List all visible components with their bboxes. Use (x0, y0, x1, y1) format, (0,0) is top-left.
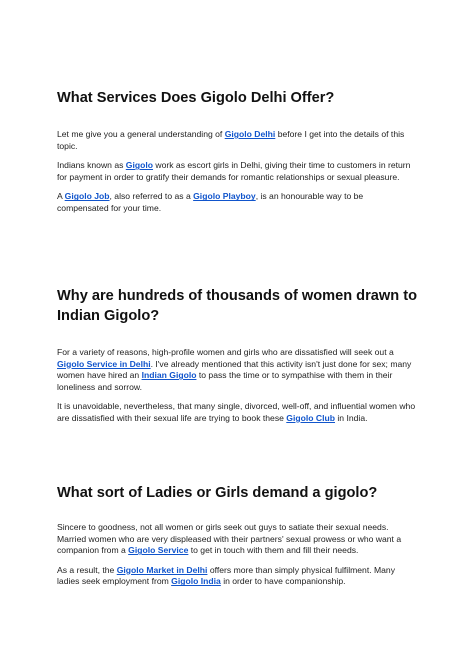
section-body (57, 347, 417, 433)
text-run: work as escort girls in Delhi, giving their time to customers in return for payment in order to gratify their demands for romantic relationships or sexual pleasure. (57, 160, 411, 182)
text-run: to pass the time or to sympathise with them in their loneliness and sorrow. (57, 370, 393, 392)
text-run: A (57, 191, 65, 202)
paragraph (57, 347, 417, 393)
text-run: , is an honourable way to be compensated for your time. (57, 191, 364, 213)
link-gigolo-service[interactable]: Gigolo Service (128, 545, 189, 556)
text-run: in order to have companionship. (220, 576, 346, 587)
text-run: For a variety of reasons, high-profile women and girls who are dissatisfied will seek out a (57, 347, 394, 357)
heading-ladies-demand: What sort of Ladies or Girls demand a gigolo? (57, 485, 378, 501)
link-gigolo-delhi[interactable]: Gigolo Delhi (224, 129, 276, 139)
paragraph (57, 565, 417, 588)
text-run: Indians known as (57, 160, 126, 171)
text-run: offers more than simply physical fulfilment. Many ladies seek employment from (57, 564, 395, 587)
text-run: Let me give you a general understanding of (57, 129, 225, 139)
paragraph (57, 401, 417, 424)
paragraph (57, 191, 417, 214)
text-run: before I get into the details of this topic. (57, 129, 405, 151)
section-services (57, 88, 417, 213)
link-gigolo-india[interactable]: Gigolo India (171, 576, 221, 587)
text-run: in India. (335, 412, 368, 423)
link-gigolo-job[interactable]: Gigolo Job (64, 191, 110, 202)
heading-services: What Services Does Gigolo Delhi Offer? (57, 90, 335, 106)
heading-why-women: Why are hundreds of thousands of women drawn to Indian Gigolo? (57, 288, 417, 324)
text-run: It is unavoidable, nevertheless, that many single, divorced, well-off, and influential women who are dissatisfied with their sexual life are trying to book these (57, 401, 416, 423)
section-why-women (57, 286, 417, 423)
section-ladies-demand (57, 483, 417, 587)
text-run: , also referred to as a (109, 191, 194, 202)
text-run: . I've already mentioned that this activity isn't just done for sex; many women have hired an (57, 358, 412, 381)
link-gigolo[interactable]: Gigolo (125, 160, 154, 171)
link-indian-gigolo[interactable]: Indian Gigolo (141, 370, 197, 381)
section-body (57, 129, 417, 223)
link-gigolo-market-in-delhi[interactable]: Gigolo Market in Delhi (116, 564, 208, 575)
paragraph (57, 522, 417, 557)
paragraph (57, 160, 417, 183)
text-run: to get in touch with them and fill their needs. (188, 545, 359, 556)
paragraph (57, 129, 417, 152)
link-gigolo-club[interactable]: Gigolo Club (286, 412, 335, 423)
link-gigolo-playboy[interactable]: Gigolo Playboy (193, 191, 256, 202)
link-gigolo-service-in-delhi[interactable]: Gigolo Service in Delhi (57, 358, 151, 369)
text-run: As a result, the (57, 564, 117, 575)
section-body (57, 522, 417, 596)
text-run: Sincere to goodness, not all women or girls seek out guys to satiate their sexual needs. Married women who are very displeased with their partners' sexual prowess or who want a companion from a (57, 522, 402, 556)
